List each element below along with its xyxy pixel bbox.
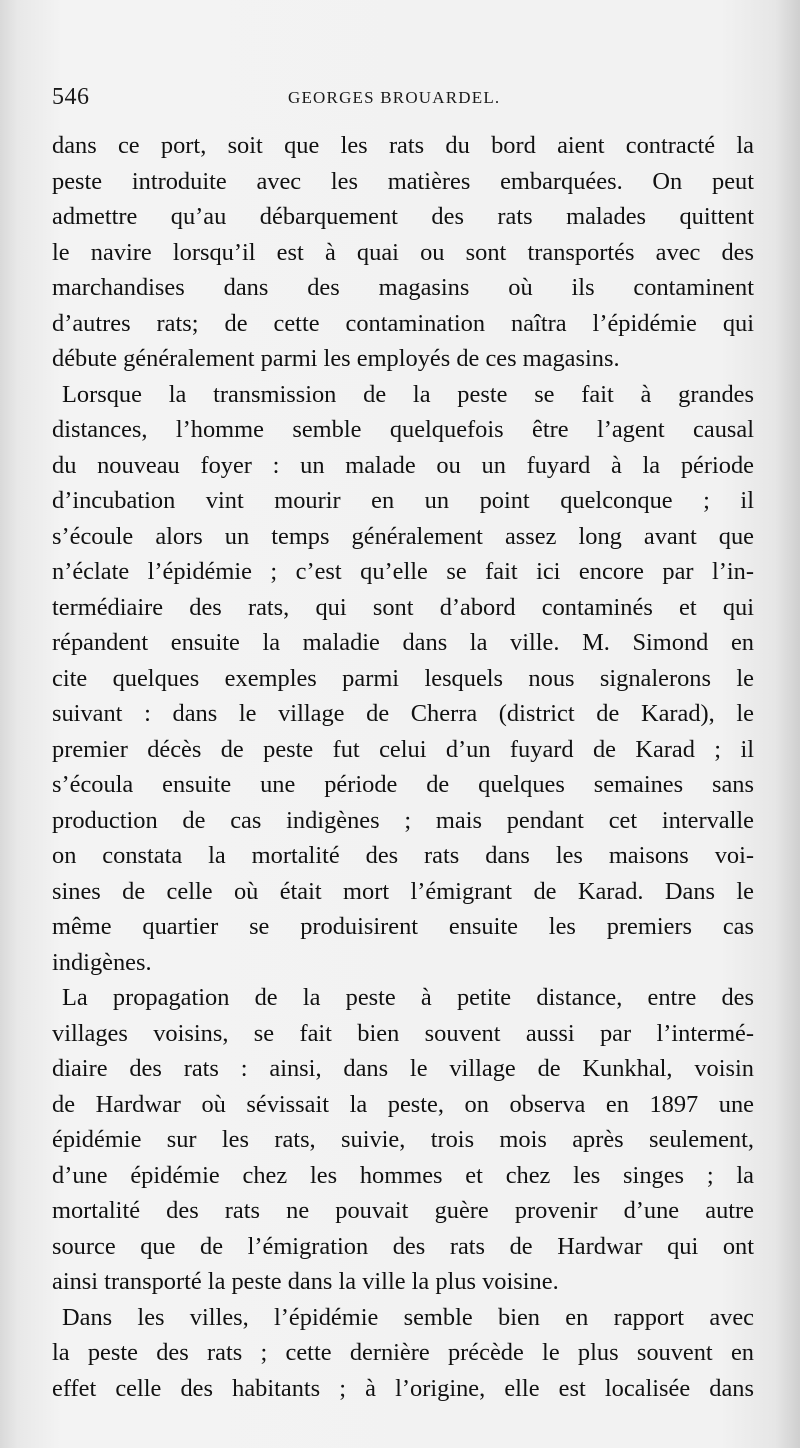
text-line: sines de celle où était mort l’émigrant de Karad. Dans le <box>52 877 754 905</box>
text-line: même quartier se produisirent ensuite les premiers cas <box>52 913 754 940</box>
text-line: termédiaire des rats, qui sont d’abord contaminés et qui <box>52 593 754 621</box>
text-line: villages voisins, se fait bien souvent aussi par l’intermé- <box>52 1019 754 1047</box>
page-number: 546 <box>52 84 90 110</box>
text-line: diaire des rats : ainsi, dans le village de Kunkhal, voisin <box>52 1055 754 1082</box>
text-line: dans ce port, soit que les rats du bord aient contracté la <box>52 132 754 159</box>
text-line: production de cas indigènes ; mais pendant cet intervalle <box>52 806 754 834</box>
text-line: mortalité des rats ne pouvait guère provenir d’une autre <box>52 1197 754 1224</box>
text-line: de Hardwar où sévissait la peste, on observa en 1897 une <box>52 1090 754 1118</box>
text-line: cite quelques exemples parmi lesquels nous signalerons le <box>52 664 754 692</box>
text-line: indigènes. <box>52 948 152 976</box>
text-line: répandent ensuite la maladie dans la ville. M. Simond en <box>52 629 754 656</box>
text-line: admettre qu’au débarquement des rats malades quittent <box>52 203 754 230</box>
text-line: s’écoule alors un temps généralement assez long avant que <box>52 522 754 550</box>
text-line: débute généralement parmi les employés de ces magasins. <box>52 345 620 372</box>
text-line: premier décès de peste fut celui d’un fuyard de Karad ; il <box>52 735 754 763</box>
text-line: épidémie sur les rats, suivie, trois mois après seulement, <box>52 1126 754 1153</box>
body-text <box>52 128 754 1406</box>
text-line: s’écoula ensuite une période de quelques semaines sans <box>52 771 754 798</box>
text-line: le navire lorsqu’il est à quai ou sont transportés avec des <box>52 238 754 266</box>
text-line: Dans les villes, l’épidémie semble bien en rapport avec <box>62 1303 754 1331</box>
text-line: La propagation de la peste à petite distance, entre des <box>62 984 754 1011</box>
text-line: effet celle des habitants ; à l’origine, elle est localisée dans <box>52 1374 754 1402</box>
text-line: source que de l’émigration des rats de Hardwar qui ont <box>52 1232 754 1260</box>
text-line: marchandises dans des magasins où ils contaminent <box>52 274 754 301</box>
text-line: d’une épidémie chez les hommes et chez les singes ; la <box>52 1161 754 1189</box>
running-title: GEORGES BROUARDEL. <box>288 88 501 107</box>
text-line: d’incubation vint mourir en un point quelconque ; il <box>52 487 754 514</box>
text-line: n’éclate l’épidémie ; c’est qu’elle se fait ici encore par l’in- <box>52 558 754 585</box>
text-line: ainsi transporté la peste dans la ville la plus voisine. <box>52 1268 559 1295</box>
text-line: Lorsque la transmission de la peste se fait à grandes <box>62 380 754 408</box>
running-head <box>50 84 750 118</box>
text-line: peste introduite avec les matières embarquées. On peut <box>52 167 754 195</box>
text-line: on constata la mortalité des rats dans les maisons voi- <box>52 842 754 869</box>
text-line: suivant : dans le village de Cherra (district de Karad), le <box>52 700 754 727</box>
text-line: la peste des rats ; cette dernière précède le plus souvent en <box>52 1339 754 1366</box>
text-line: du nouveau foyer : un malade ou un fuyard à la période <box>52 451 754 479</box>
text-line: d’autres rats; de cette contamination naîtra l’épidémie qui <box>52 309 754 337</box>
text-line: distances, l’homme semble quelquefois être l’agent causal <box>52 416 754 443</box>
